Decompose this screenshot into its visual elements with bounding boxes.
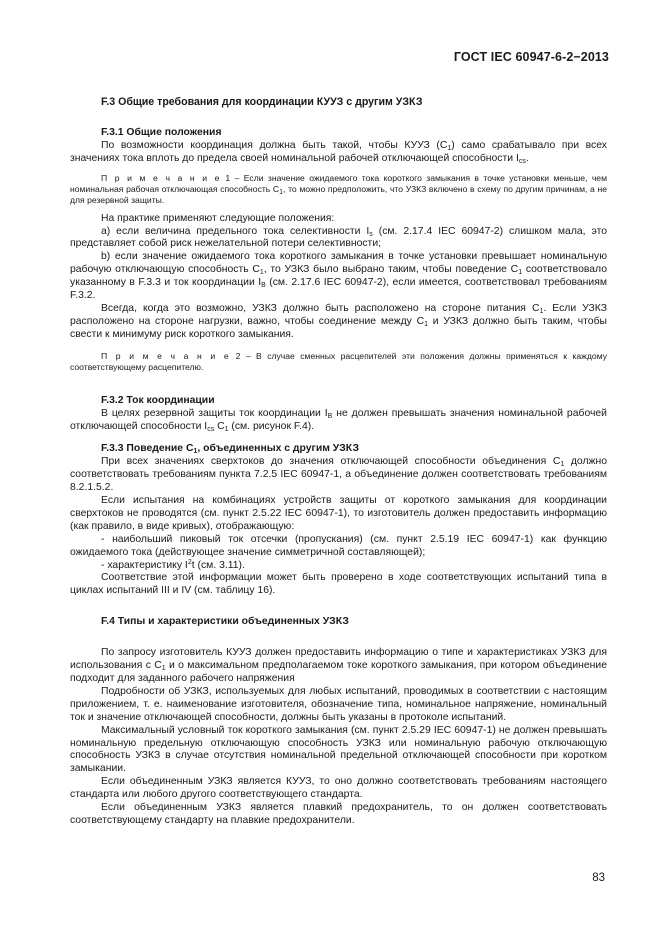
paragraph-f33-overcurrent: При всех значениях сверхтоков до значения отключающей способности объединения $С_1$ должно соответствовать требованиям пункта 7.2.5 IEC 60947-1, а объединение должен соответствовать требованиям 8.2.1.5.2. [70, 456, 607, 494]
section-f33-heading: F.3.3 Поведение $С_1$, объединенных с другим УЗКЗ [101, 443, 360, 456]
paragraph-f31-coordination: По возможности координация должна быть такой, чтобы КУУЗ $(С_1)$ само срабатывало при всех значениях тока вплоть до предела своей номинальной рабочей отключающей способности $I_{cs}$. [70, 139, 608, 165]
paragraph-f33-tests: Если испытания на комбинациях устройств защиты от короткого замыкания для координации сверхтоков не проводятся (см. пункт 2.5.22 IEC 60947-1), то изготовитель должен предоставить информацию (как правило, в виде кривых), отображающую: [70, 495, 607, 532]
list-item-b: b) если значение ожидаемого тока короткого замыкания в точке установки превышает номинальную рабочую отключающую способность $С_1$, то УЗКЗ было выбрано таким, чтобы поведение $С_1$ соответствовало указанному в F.3.3 и ток координации $I_B$ (см. 2.17.6 IEC 60947-2), если имеется, соответствовал требованиям F.3.2. [70, 251, 607, 302]
paragraph-f4-max-current: Максимальный условный ток короткого замыкания (см. пункт 2.5.29 IEC 60947-1) не должен превышать номинальную предельную отключающую способность УЗКЗ или номинальную рабочую отключающую способность УЗКЗ в случае отсутствия номинальной предельной отключающей способности при коротком замыкании. [70, 724, 607, 775]
list-item-a: a) если величина предельного тока селективности $I_s$ (см. 2.17.4 IEC 60947-2) слишком мала, это представляет собой риск нежелательной потери селективности; [70, 225, 607, 250]
section-f31-heading: F.3.1 Общие положения [101, 126, 222, 138]
paragraph-f33-compliance: Соответствие этой информации может быть проверено в ходе соответствующих испытаний типа в циклах испытаний III и IV (см. таблицу 16). [70, 572, 607, 597]
note-1: П р и м е ч а н и е 1 – Если значение ожидаемого тока короткого замыкания в точке установки меньше, чем номинальная рабочая отключающая способность $С_1$, то можно предположить, что УЗКЗ включено в схему по другим причинам, а не для резервной защиты. [70, 172, 607, 205]
page-number: 83 [592, 872, 605, 884]
list-item-peak-current: - наибольший пиковый ток отсечки (пропускания) (см. пункт 2.5.19 IEC 60947-1) как функцию ожидаемого тока (действующее значение симметричной составляющей); [70, 533, 607, 558]
paragraph-f4-kuuz: Если объединенным УЗКЗ является КУУЗ, то оно должно соответствовать требованиям настоящего стандарта или любого другого соответствующего стандарта. [70, 776, 607, 801]
page-body [70, 96, 607, 828]
paragraph-f32-current: В целях резервной защиты ток координации $I_B$ не должен превышать значения номинальной рабочей отключающей способности $I_{cs}$ $С_1$ (см. рисунок F.4). [70, 407, 607, 433]
list-item-i2t: - характеристику $I^2t$ (см. 3.11). [101, 558, 245, 571]
paragraph-f4-fuse: Если объединенным УЗКЗ является плавкий предохранитель, то он должен соответствовать соответствующему стандарту на плавкие предохранители. [70, 802, 607, 826]
section-f32-heading: F.3.2 Ток координации [101, 394, 215, 406]
note-2: П р и м е ч а н и е 2 – В случае сменных расцепителей эти положения должны применяться к каждому соответствующему расцепителю. [70, 350, 607, 372]
paragraph-location: Всегда, когда это возможно, УЗКЗ должно быть расположено на стороне питания $С_1$. Если УЗКЗ расположено на стороне нагрузки, важно, чтобы соединение между $С_1$ и УЗКЗ должно быть таким, чтобы свести к минимуму риск короткого замыкания. [70, 302, 607, 340]
paragraph-f4-details: Подробности об УЗКЗ, используемых для любых испытаний, проводимых в соответствии с настоящим приложением, т. е. наименование изготовителя, обозначение типа, номинальное напряжение, номинальный ток и значение отключающей способности, должны быть указаны в протоколе испытаний. [70, 685, 607, 723]
document-header: ГОСТ IEC 60947-6-2−2013 [453, 50, 609, 64]
paragraph-practice-intro: На практике применяют следующие положения: [101, 212, 335, 224]
paragraph-f4-request: По запросу изготовитель КУУЗ должен предоставить информацию о типе и характеристиках УЗКЗ для использования с $С_1$ и о максимальном предполагаемом токе короткого замыкания, при котором объединение подходит для заданного рабочего напряжения [70, 647, 607, 684]
section-f4-heading: F.4 Типы и характеристики объединенных УЗКЗ [101, 616, 349, 628]
section-f3-heading: F.3 Общие требования для координации КУУЗ с другим УЗКЗ [101, 96, 423, 108]
